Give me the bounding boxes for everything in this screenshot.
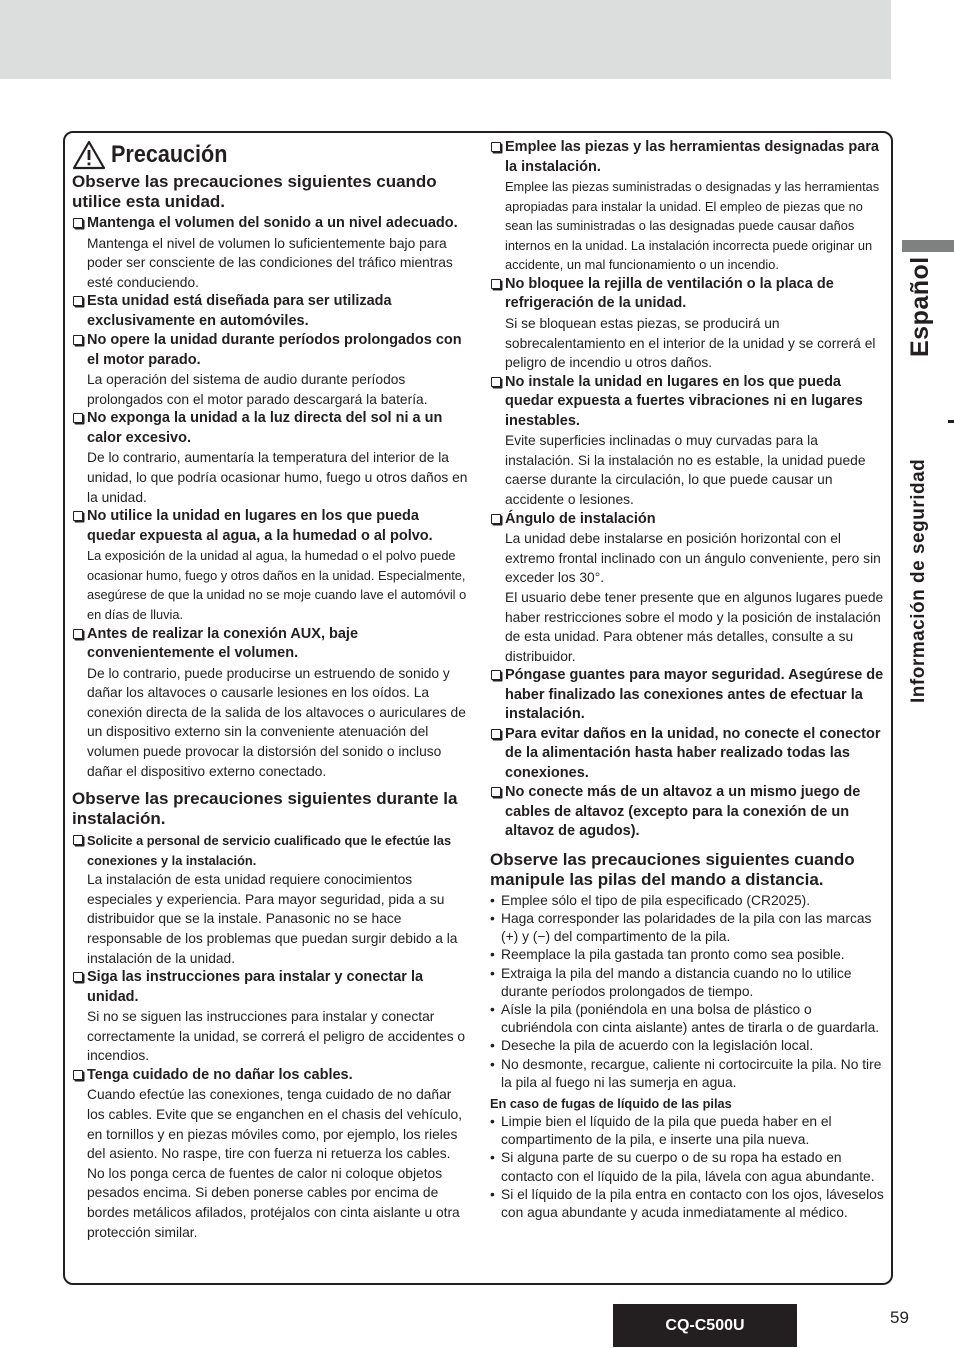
checkbox-icon [491,514,501,524]
caution-item-text: Emplee las piezas suministradas o designadas y las herramientas apropiadas para instalar la unidad. El empleo de piezas que no sean las suministradas o las designadas puede causar daños internos en la unidad. La instalación incorrecta puede originar un accidente, un mal funcionamiento o un incendio. [505,179,880,273]
bullet-item: • Si alguna parte de su cuerpo o de su ropa ha estado en contacto con el líquido de la pila, lávela con agua abundante. [490,1150,875,1184]
caution-item-heading: No bloquee la rejilla de ventilación o la placa de refrigeración de la unidad. [490,275,886,314]
checkbox-icon [73,835,83,845]
right-column [490,138,886,1222]
checkbox-icon [491,787,501,797]
checkbox-icon [73,413,83,423]
side-tab-marker [902,240,954,252]
bullet-item: • Emplee sólo el tipo de pila especificado (CR2025). [490,892,811,908]
checkbox-icon [491,377,501,387]
bullet-item: • Limpie bien el líquido de la pila que pueda haber en el compartimento de la pila, e inserte una pila nueva. [490,1114,832,1148]
caution-item-text: La unidad debe instalarse en posición horizontal con el extremo frontal inclinado con un ángulo conveniente, pero sin exceder los 30°. [505,531,881,586]
caution-item-text: La exposición de la unidad al agua, la humedad o el polvo puede ocasionar humo, fuego y otros daños en la unidad. Especialmente, asegúrese de que la unidad no se moje cuando lave el automóvil o en días de lluvia. [87,548,467,623]
caution-item-heading: Siga las instrucciones para instalar y conectar la unidad. [72,968,468,1007]
caution-item-heading: Ángulo de instalación [490,510,886,530]
checkbox-icon [491,142,501,152]
side-divider [948,420,954,423]
bullet-item: • Reemplace la pila gastada tan pronto como sea posible. [490,947,845,963]
checkbox-icon [73,511,83,521]
caution-item-text: De lo contrario, aumentaría la temperatura del interior de la unidad, lo que podría ocasionar humo, fuego u otros daños en la unidad. [87,450,468,505]
left-column [72,138,468,1242]
side-language-label: Español [906,256,934,357]
caution-item-heading: Solicite a personal de servicio cualificado que le efectúe las conexiones y la instalación. [72,831,468,870]
caution-item-text: Si no se siguen las instrucciones para instalar y conectar correctamente la unidad, se correrá el peligro de accidentes o incendios. [87,1009,466,1064]
caution-item-heading: Tenga cuidado de no dañar los cables. [72,1066,468,1086]
checkbox-icon [73,296,83,306]
checkbox-icon [73,335,83,345]
model-label: CQ-C500U [613,1304,797,1347]
warning-icon [72,140,106,170]
caution-item-text: De lo contrario, puede producirse un estruendo de sonido y dañar los altavoces o causarle lesiones en los oídos. La conexión directa de la salida de los altavoces o auriculares de un dispositivo externo sin la conveniente atenuación del volumen puede provocar la distorsión del sonido o incluso dañar el dispositivo externo conectado. [87,665,466,779]
page-number: 59 [890,1308,909,1327]
checkbox-icon [491,729,501,739]
caution-item-text: La instalación de esta unidad requiere conocimientos especiales y experiencia. Para mayor seguridad, pida a su distribuidor que se la instale. Panasonic no se hace responsable de los problemas que puedan surgir debido a la instalación de la unidad. [87,872,458,966]
caution-item-text: Si se bloquean estas piezas, se producirá un sobrecalentamiento en el interior de la unidad y se correrá el peligro de incendio u otros daños. [505,315,876,371]
caution-item-text: Cuando efectúe las conexiones, tenga cuidado de no dañar los cables. Evite que se enganchen en el chasis del vehículo, en tornillos y en piezas móviles como, por ejemplo, los rieles del asiento. No raspe, tire con fuerza ni retuerza los cables. No los ponga cerca de fuentes de calor ni coloque objetos pesados encima. Si deben ponerse cables por encima de bordes metálicos afilados, protéjalos con cinta aislante u otra protección similar. [87,1087,463,1240]
caution-item-heading: No instale la unidad en lugares en los que pueda quedar expuesta a fuertes vibraciones ni en lugares inestables. [490,373,886,432]
page-title: Precaución [111,141,228,168]
side-section-label: Información de seguridad [908,458,929,703]
bullet-item: • Si el líquido de la pila entra en contacto con los ojos, láveselos con agua abundante y acuda inmediatamente al médico. [490,1186,884,1221]
caution-item-heading: No exponga la unidad a la luz directa del sol ni a un calor excesivo. [72,409,468,448]
bullet-item: • Aísle la pila (poniéndola en una bolsa de plástico o cubriéndola con cinta aislante) antes de tirarla o de guardarla. [490,1002,880,1036]
checkbox-icon [73,218,83,228]
caution-item-heading: No conecte más de un altavoz a un mismo juego de cables de altavoz (excepto para la conexión de un altavoz de agudos). [490,783,886,842]
caution-item-heading: Emplee las piezas y las herramientas designadas para la instalación. [490,138,886,177]
caution-item-text: La operación del sistema de audio durante períodos prolongados con el motor parado descargará la batería. [87,372,428,407]
caution-item-heading: Para evitar daños en la unidad, no conecte el conector de la alimentación hasta haber realizado todas las conexiones. [490,725,886,784]
caution-item-heading: No utilice la unidad en lugares en los que pueda quedar expuesta al agua, a la humedad o al polvo. [72,507,468,546]
battery-leak-heading: En caso de fugas de líquido de las pilas [490,1096,732,1112]
caution-item-heading: Antes de realizar la conexión AUX, baje convenientemente el volumen. [72,625,468,664]
title-row [72,140,468,170]
section-heading-installation: Observe las precauciones siguientes durante la instalación. [72,789,458,829]
checkbox-icon [73,629,83,639]
section-heading-use: Observe las precauciones siguientes cuando utilice esta unidad. [72,172,437,211]
checkbox-icon [73,972,83,982]
bullet-item: • No desmonte, recargue, caliente ni cortocircuite la pila. No tire la pila al fuego ni las sumerja en agua. [490,1056,882,1090]
caution-item-text: El usuario debe tener presente que en algunos lugares puede haber restricciones sobre el modo y la posición de instalación de esta unidad. Para obtener más detalles, consulte a su distribuidor. [505,589,884,664]
header-band [0,0,891,79]
caution-item-text: Evite superficies inclinadas o muy curvadas para la instalación. Si la instalación no es estable, la unidad puede caerse durante la circulación, lo que puede causar un accidente o lesiones. [505,433,866,508]
checkbox-icon [73,1070,83,1080]
caution-item-text: Mantenga el nivel de volumen lo suficientemente bajo para poder ser consciente de las condiciones del tráfico mientras esté conduciendo. [87,235,453,290]
caution-item-heading: No opere la unidad durante períodos prolongados con el motor parado. [72,331,468,370]
checkbox-icon [491,279,501,289]
checkbox-icon [491,670,501,680]
caution-item-heading: Póngase guantes para mayor seguridad. Asegúrese de haber finalizado las conexiones antes de efectuar la instalación. [490,666,886,725]
bullet-item: • Haga corresponder las polaridades de la pila con las marcas (+) y (−) del compartimento de la pila. [490,910,872,945]
caution-item-heading: Esta unidad está diseñada para ser utilizada exclusivamente en automóviles. [72,292,468,331]
section-heading-batteries: Observe las precauciones siguientes cuando manipule las pilas del mando a distancia. [490,849,855,889]
caution-item-heading: Mantenga el volumen del sonido a un nivel adecuado. [72,214,468,234]
bullet-item: • Extraiga la pila del mando a distancia cuando no lo utilice durante períodos prolongados de tiempo. [490,965,852,999]
bullet-item: • Deseche la pila de acuerdo con la legislación local. [490,1038,814,1054]
